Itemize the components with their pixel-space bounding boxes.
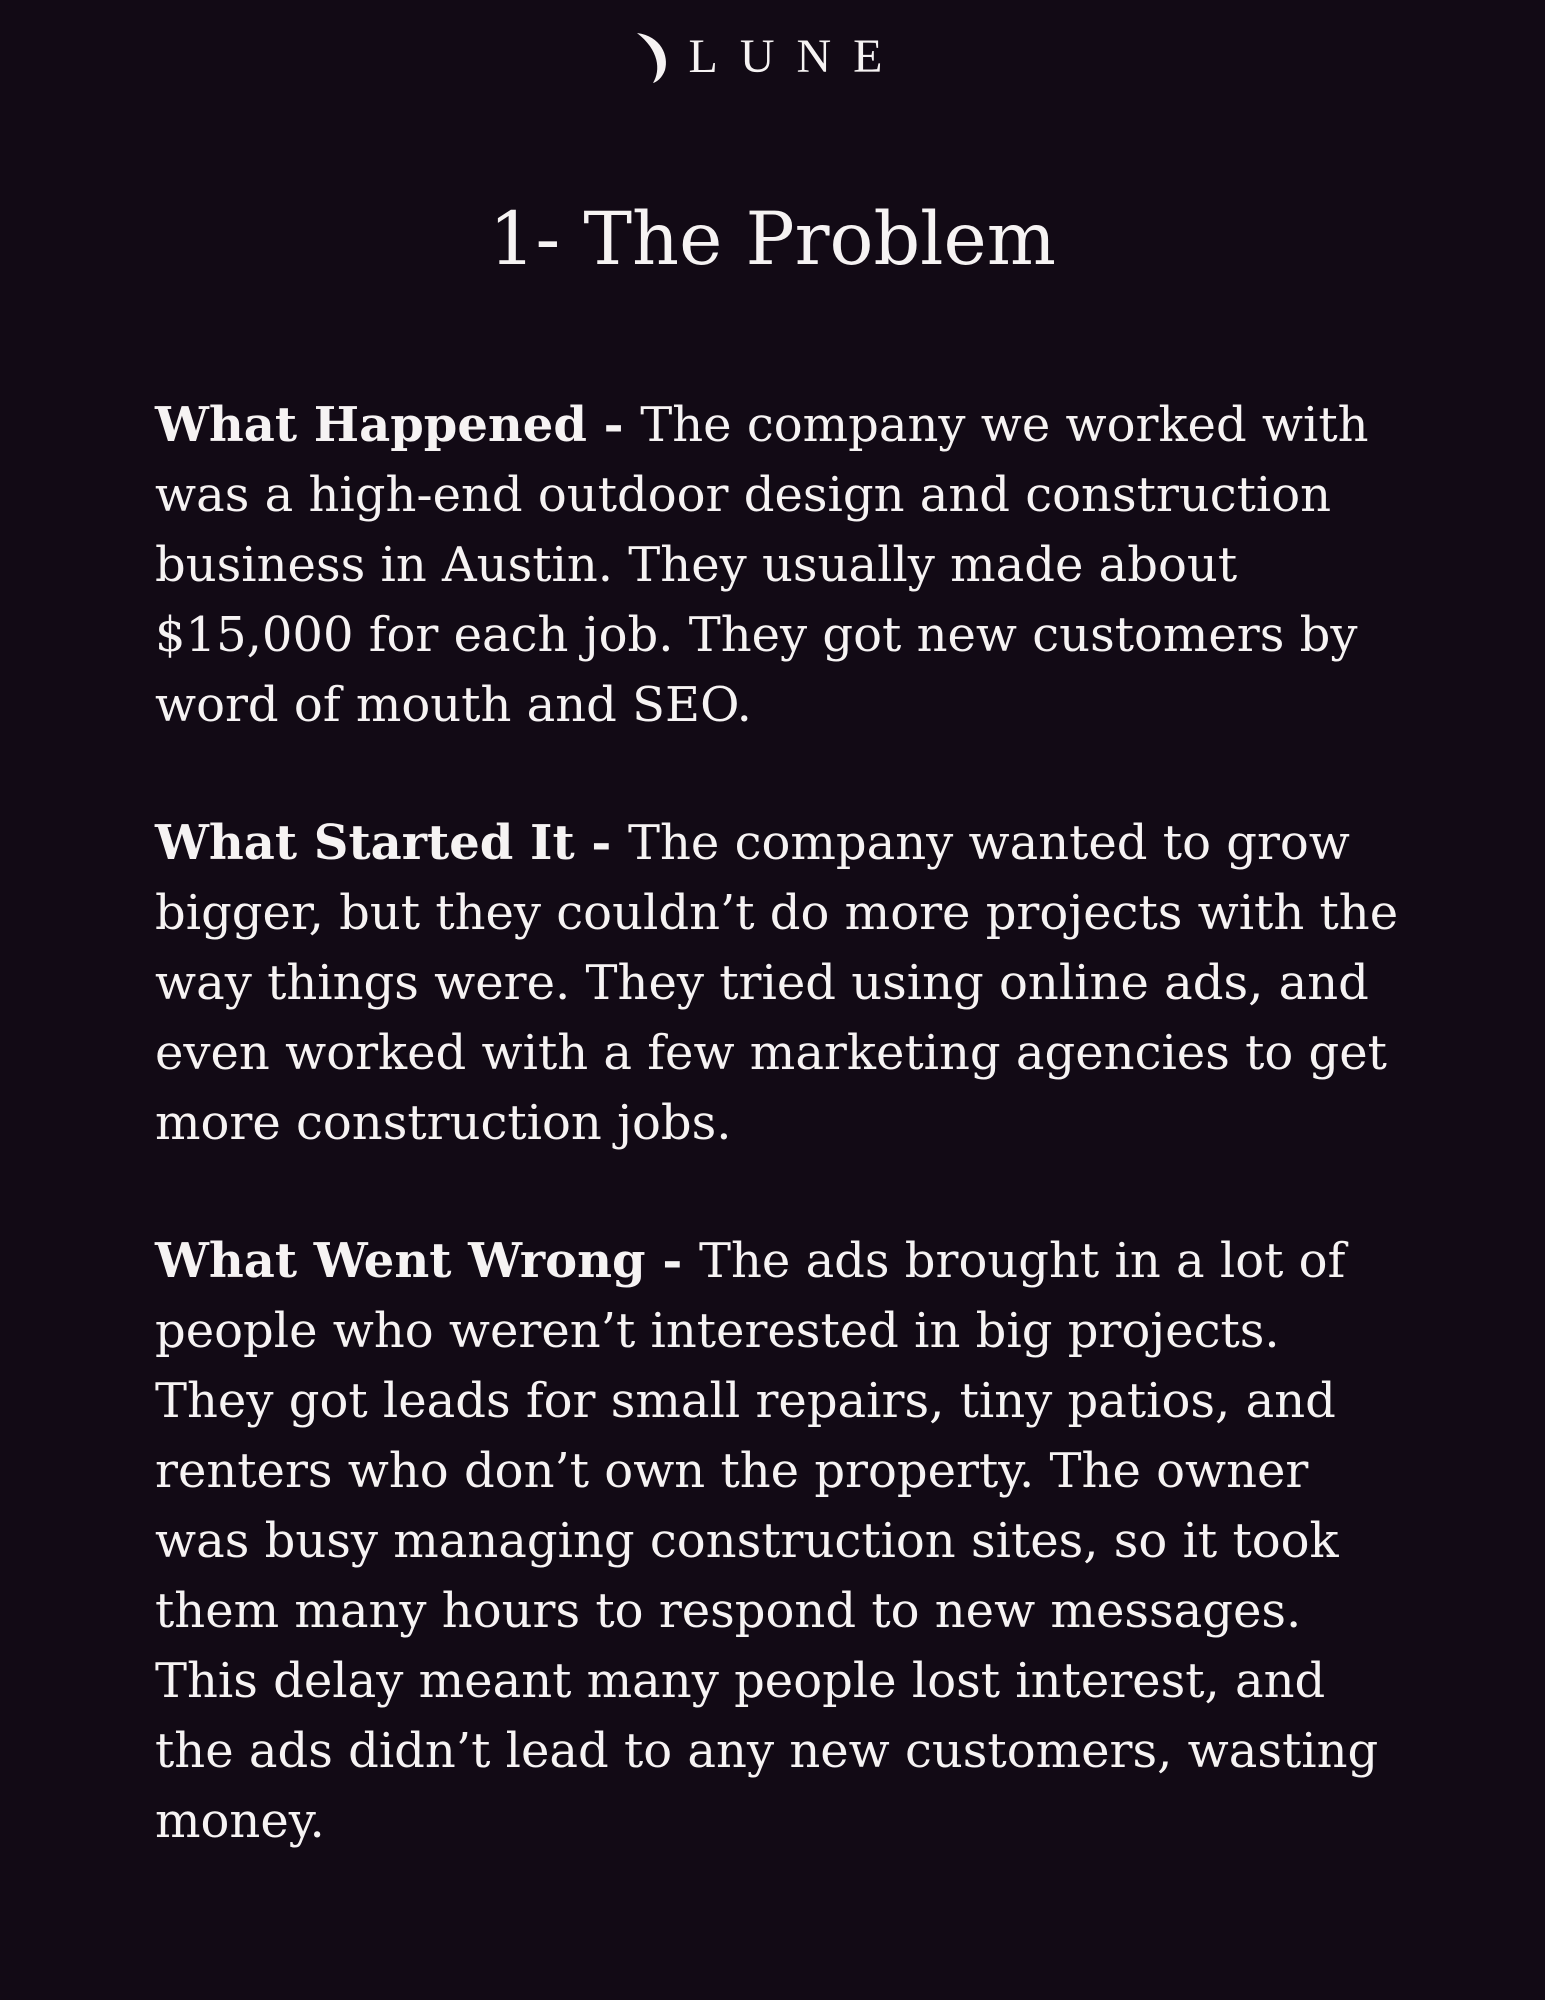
section-text: The ads brought in a lot of people who weren’t interested in big projects. They got leads for small repairs, tiny patios, and renters who don’t own the property. The owner was busy managing construction sites, so it took them many hours to respond to new messages. This delay meant many people lost interest, and the ads didn’t lead to any new customers, wasting money. xyxy=(155,1233,1379,1849)
page-title: 1- The Problem xyxy=(489,197,1056,282)
section-label: What Happened - xyxy=(155,397,641,453)
section-what-started-it xyxy=(155,808,1405,1158)
section-text: The company wanted to grow bigger, but they couldn’t do more projects with the way things were. They tried using online ads, and even worked with a few marketing agencies to get more construction jobs. xyxy=(155,815,1399,1151)
brand-logo xyxy=(0,30,1545,84)
section-what-went-wrong xyxy=(155,1226,1405,1856)
brand-lockup xyxy=(633,30,905,84)
problem-content xyxy=(155,390,1405,1924)
section-label: What Started It - xyxy=(155,815,628,871)
section-label: What Went Wrong - xyxy=(155,1233,699,1289)
section-text: The company we worked with was a high-end outdoor design and construction business in Austin. They usually made about $15,000 for each job. They got new customers by word of mouth and SEO. xyxy=(155,397,1369,733)
section-what-happened xyxy=(155,390,1405,740)
crescent-moon-icon xyxy=(633,30,671,84)
brand-name: LUNE xyxy=(688,30,905,83)
